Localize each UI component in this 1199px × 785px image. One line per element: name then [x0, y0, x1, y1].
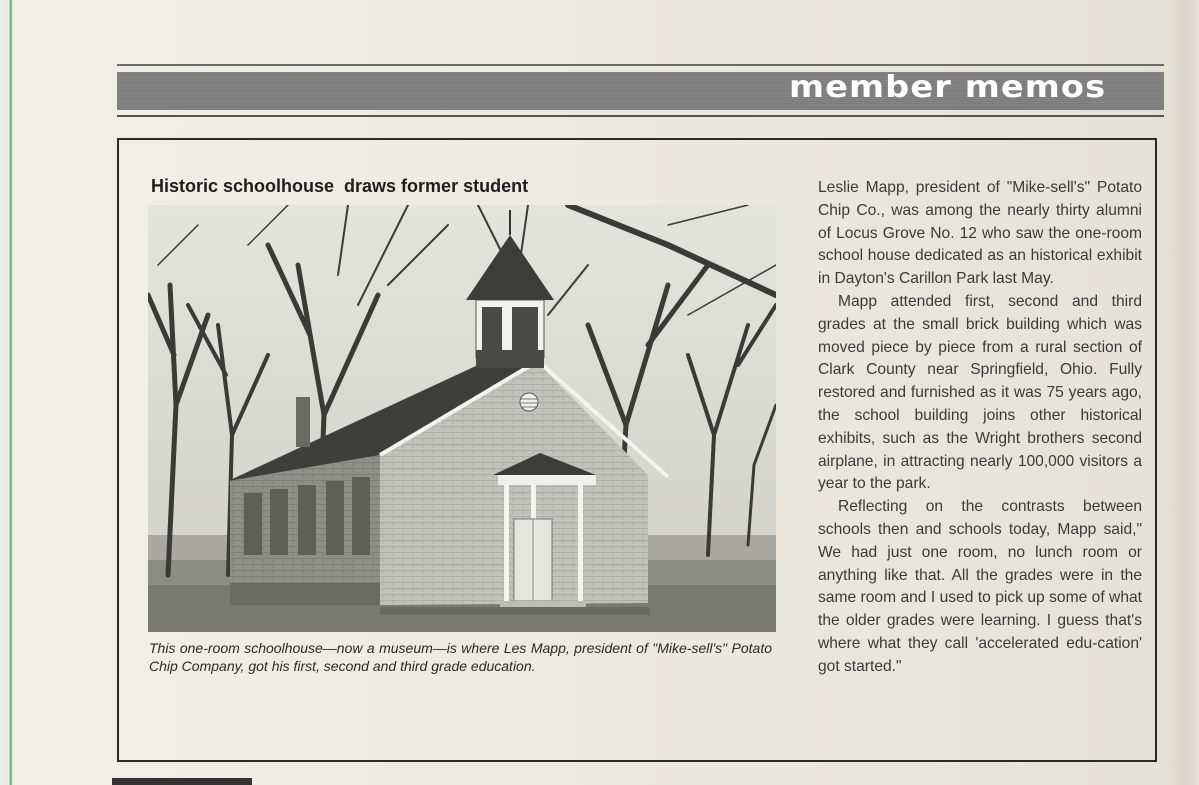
schoolhouse-photo — [148, 205, 776, 632]
article-paragraph: Mapp attended first, second and third grades at the small brick building which was moved piece by piece from a rural section of Clark County near Springfield, Ohio. Fully restored and furnished as it was 75 years ago, the school building joins other historical exhibits, such as the Wright brothers second airplane, in attracting nearly 100,000 visitors a year to the park. — [818, 292, 1142, 493]
section-title: member memos — [788, 70, 1106, 105]
article-body — [818, 177, 1142, 679]
photo-caption: This one-room schoolhouse—now a museum—is where Les Mapp, president of "Mike-sell's" Potato Chip Company, got his first, second and third grade education. — [149, 640, 772, 674]
right-page-edge — [1168, 0, 1199, 785]
left-page-edge — [0, 0, 13, 785]
bottom-rule — [112, 778, 252, 785]
section-header-bar — [117, 72, 1164, 110]
article-paragraph: Reflecting on the contrasts between schools then and schools today, Mapp said," We had just one room, no lunch room or anything like that. All the grades were in the same room and I used to pick up some of what the older grades were learning. I guess that's where what they call 'accelerated edu-cation' got started." — [818, 498, 1142, 675]
article-paragraph: Leslie Mapp, president of "Mike-sell's" Potato Chip Co., was among the nearly thirty alumni of Locus Grove No. 12 who saw the one-room school house dedicated as an historical exhibit in Dayton's Carillon Park last May. — [818, 179, 1142, 288]
header-underline — [117, 115, 1164, 117]
story-headline: Historic schoolhouse draws former student — [151, 176, 529, 196]
top-rule — [117, 64, 1164, 66]
